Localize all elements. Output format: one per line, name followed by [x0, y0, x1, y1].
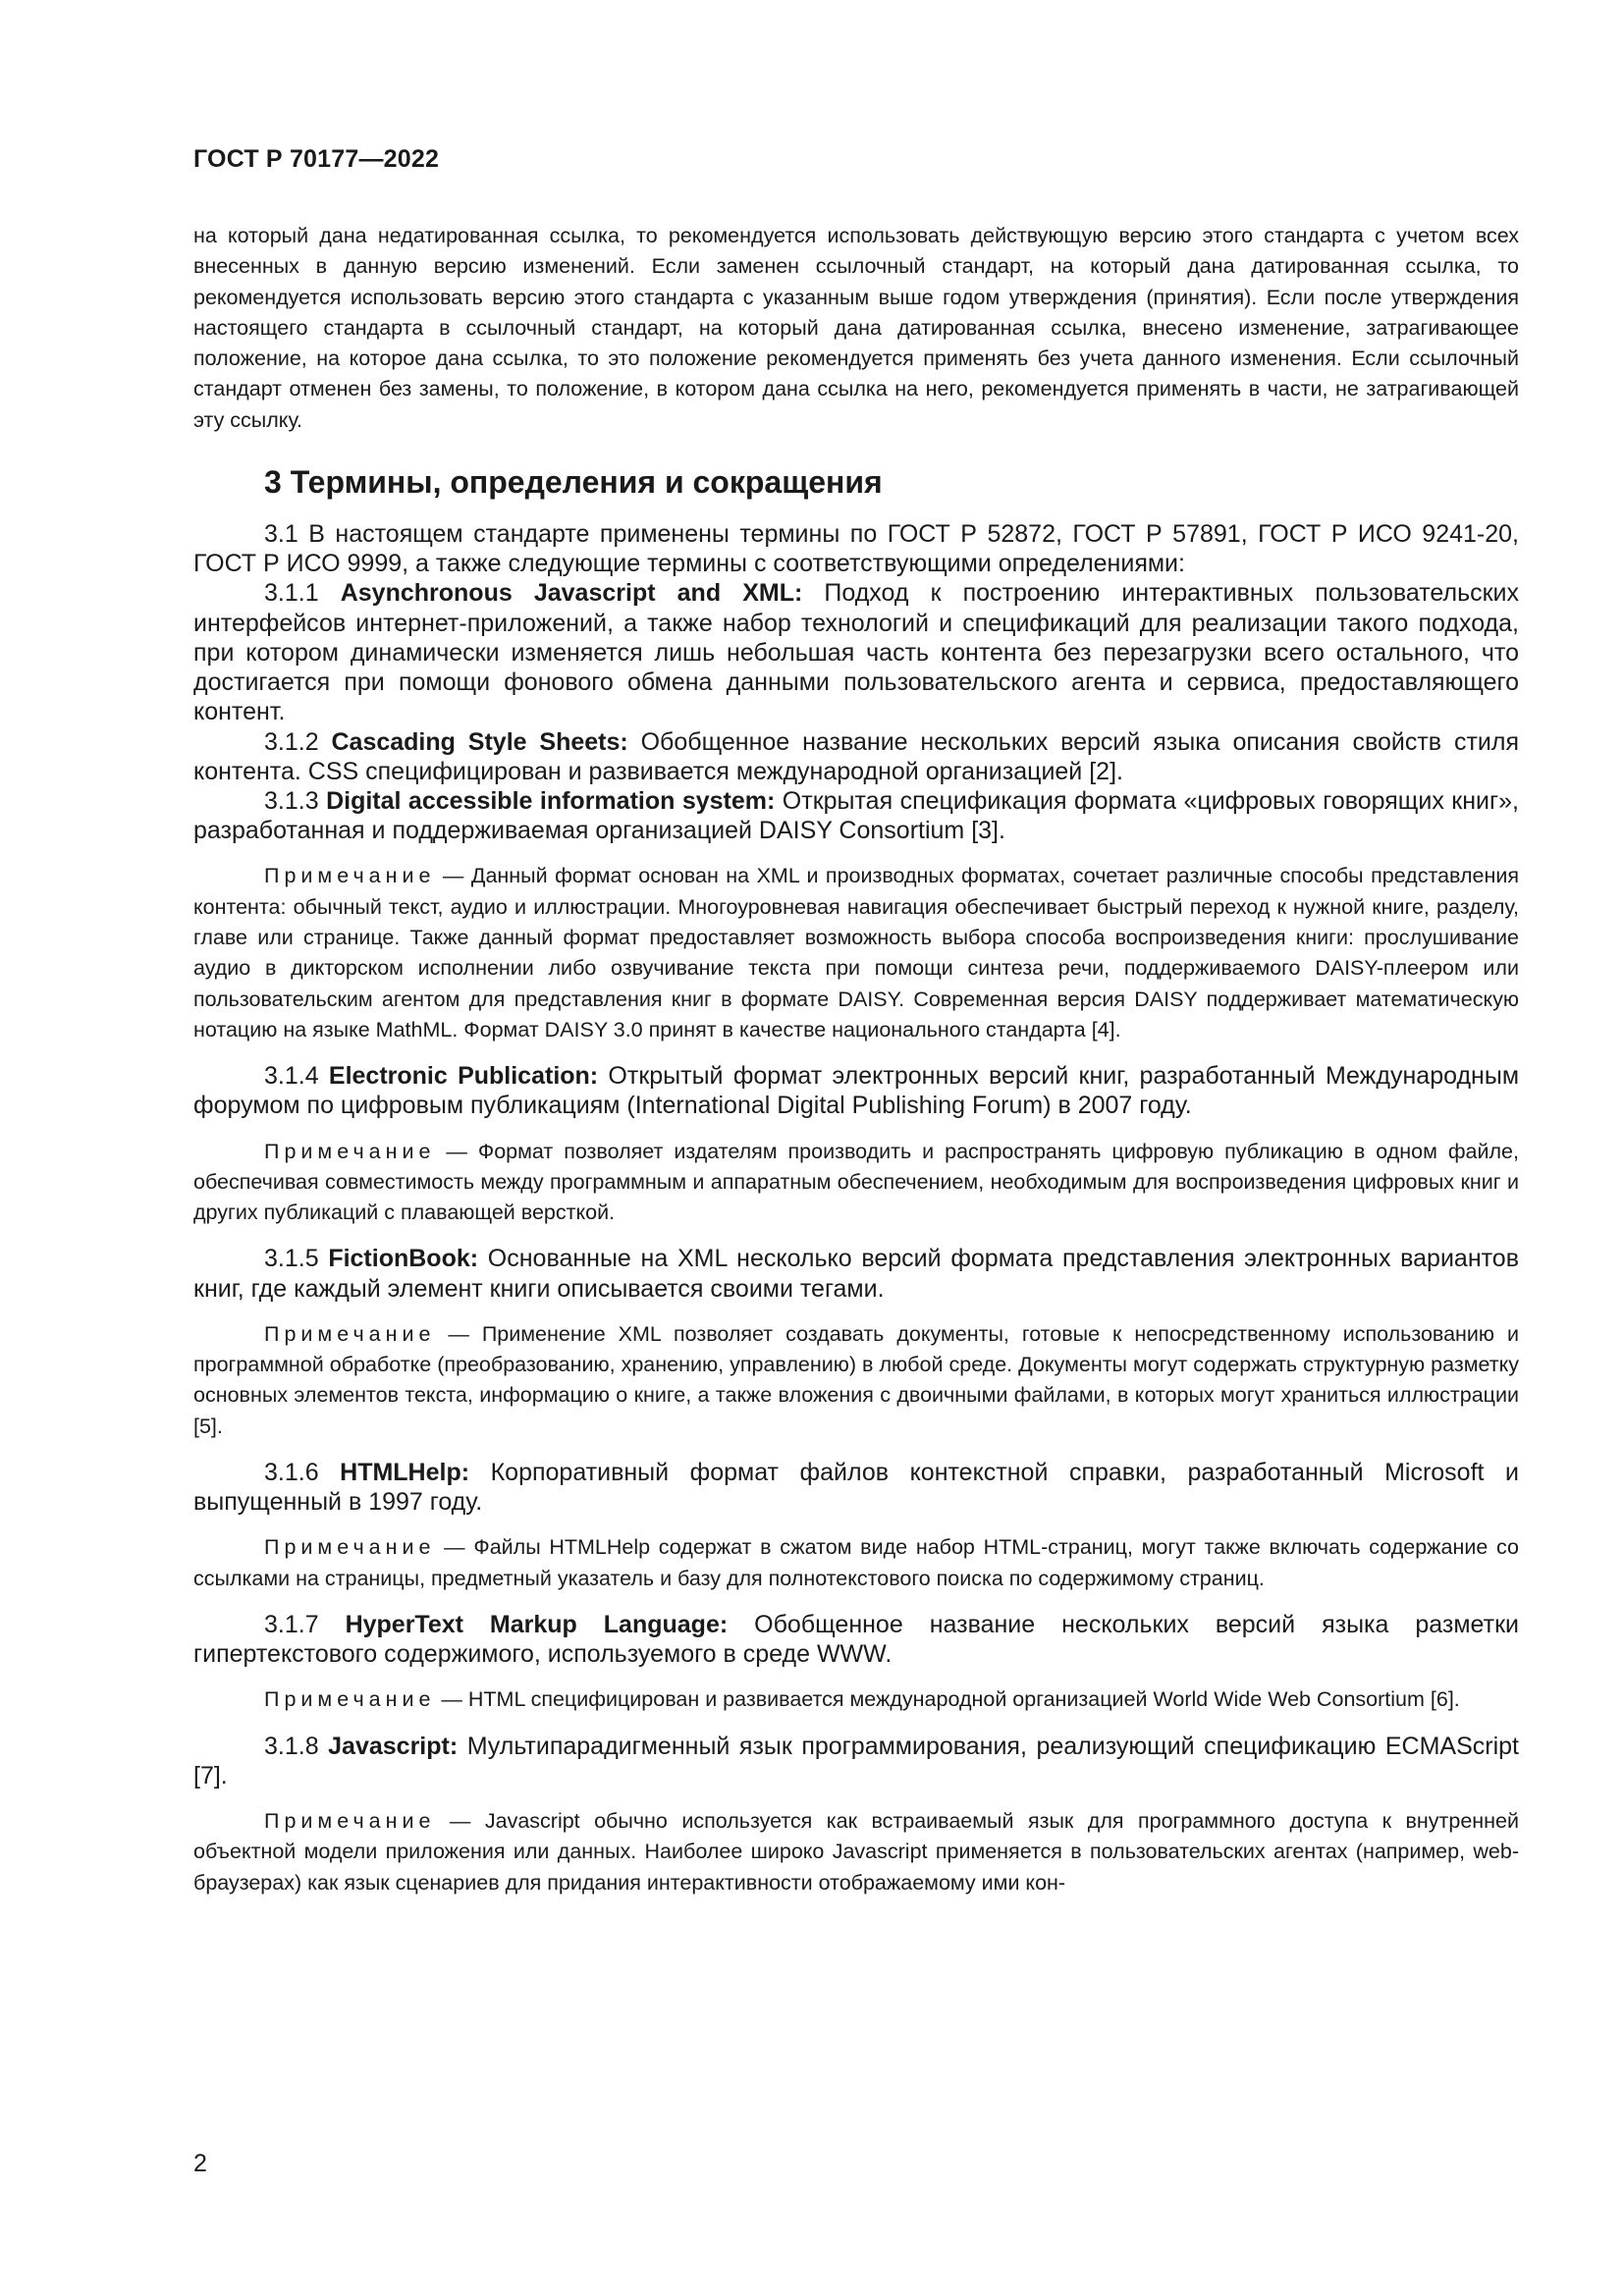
- paragraph-3-1: 3.1 В настоящем стандарте применены термины по ГОСТ Р 52872, ГОСТ Р 57891, ГОСТ Р ИСО 9241-20, ГОСТ Р ИСО 9999, а также следующие термины с соответствующими определениями:: [193, 520, 1519, 578]
- term-3-1-5: [193, 1244, 1519, 1303]
- term-name: Electronic Publication:: [328, 1062, 599, 1091]
- note-3-1-7: [193, 1684, 1519, 1715]
- page-number: 2: [193, 2150, 207, 2177]
- term-3-1-6: [193, 1458, 1519, 1517]
- term-name: Cascading Style Sheets:: [331, 727, 628, 756]
- note-text: — Данный формат основан на XML и производных форматах, сочетает различные способы представления контента: обычный текст, аудио и иллюстрации. Многоуровневая навигация обеспечивает быстрый переход к нужной книге, разделу, главе или странице. Также данный формат предоставляет возможность выбора способа воспроизведения книги: прослушивание аудио в дикторском исполнении либо озвучивание текста при помощи синтеза речи, поддерживаемого DAISY-плеером или пользовательским агентом для представления книг в формате DAISY. Современная версия DAISY поддерживает математическую нотацию на языке MathML. Формат DAISY 3.0 принят в качестве национального стандарта [4].: [193, 864, 1519, 1041]
- term-definition: Открытая спецификация формата «цифровых говорящих книг», разработанная и поддерживаемая организацией DAISY Consortium [3].: [193, 786, 1519, 845]
- term-3-1-1: [193, 578, 1519, 726]
- term-number: 3.1.3: [264, 786, 327, 815]
- term-3-1-4: [193, 1061, 1519, 1120]
- term-3-1-3: [193, 786, 1519, 845]
- note-label: Примечание: [264, 1535, 436, 1560]
- term-3-1-7: [193, 1610, 1519, 1669]
- term-name: Asynchronous Javascript and XML:: [340, 579, 803, 608]
- note-3-1-4: [193, 1137, 1519, 1229]
- note-text: — HTML специфицирован и развивается международной организацией World Wide Web Consortium [6].: [435, 1687, 1460, 1712]
- term-3-1-8: [193, 1732, 1519, 1790]
- term-definition: Основанные на XML несколько версий формата представления электронных вариантов книг, где каждый элемент книги описывается своими тегами.: [193, 1245, 1519, 1303]
- term-number: 3.1.5: [264, 1245, 329, 1273]
- term-3-1-2: [193, 727, 1519, 786]
- document-page: [193, 0, 1519, 2296]
- intro-paragraph: на который дана недатированная ссылка, то рекомендуется использовать действующую версию этого стандарта с учетом всех внесенных в данную версию изменений. Если заменен ссылочный стандарт, на который дана датированная ссылка, то рекомендуется использовать версию этого стандарта с указанным выше годом утверждения (принятия). Если после утверждения настоящего стандарта в ссылочный стандарт, на который дана датированная ссылка, внесено изменение, затрагивающее положение, на которое дана ссылка, то это положение рекомендуется применять без учета данного изменения. Если ссылочный стандарт отменен без замены, то положение, в котором дана ссылка на него, рекомендуется применять в части, не затрагивающей эту ссылку.: [193, 224, 1519, 432]
- term-name: HTMLHelp:: [340, 1458, 470, 1486]
- term-number: 3.1.4: [264, 1062, 329, 1091]
- term-number: 3.1.8: [264, 1732, 329, 1760]
- term-definition: Обобщенное название нескольких версий языка разметки гипертекстового содержимого, используемого в среде WWW.: [193, 1610, 1519, 1669]
- note-3-1-5: [193, 1319, 1519, 1442]
- term-definition: Открытый формат электронных версий книг, разработанный Международным форумом по цифровым публикациям (International Digital Publishing Forum) в 2007 году.: [193, 1062, 1519, 1120]
- term-name: FictionBook:: [328, 1245, 479, 1273]
- term-name: Javascript:: [328, 1732, 459, 1760]
- note-text: — Формат позволяет издателям производить и распространять цифровую публикацию в одном файле, обеспечивая совместимость между программным и аппаратным обеспечением, необходимым для воспроизведения цифровых книг и других публикаций с плавающей версткой.: [193, 1139, 1519, 1225]
- note-3-1-6: [193, 1532, 1519, 1594]
- note-label: Примечание: [264, 1809, 436, 1834]
- note-label: Примечание: [264, 864, 436, 888]
- term-number: 3.1.7: [264, 1610, 346, 1638]
- term-name: Digital accessible information system:: [326, 786, 776, 815]
- term-number: 3.1.1: [264, 579, 341, 608]
- term-name: HyperText Markup Language:: [345, 1610, 729, 1638]
- document-body: [193, 221, 1519, 1914]
- note-text: — Применение XML позволяет создавать документы, готовые к непосредственному использованию и программной обработке (преобразованию, хранению, управлению) в любой среде. Документы могут содержать структурную разметку основных элементов текста, информацию о книге, а также вложения с двоичными файлами, в которых могут храниться иллюстрации [5].: [193, 1321, 1519, 1438]
- note-label: Примечание: [264, 1139, 436, 1163]
- note-text: — Файлы HTMLHelp содержат в сжатом виде набор HTML-страниц, могут также включать содержание со ссылками на страницы, предметный указатель и базу для полнотекстового поиска по содержимому страниц.: [193, 1535, 1519, 1590]
- term-definition: Мультипарадигменный язык программирования, реализующий спецификацию ECMAScript [7].: [193, 1732, 1519, 1789]
- note-3-1-3: [193, 861, 1519, 1045]
- note-label: Примечание: [264, 1321, 436, 1346]
- term-definition: Подход к построению интерактивных пользовательских интерфейсов интернет-приложений, а также набор технологий и спецификаций для реализации такого подхода, при котором динамически изменяется лишь небольшая часть контента без перезагрузки всего остального, что достигается при помощи фонового обмена данными пользовательского агента и сервиса, предоставляющего контент.: [193, 579, 1519, 726]
- term-number: 3.1.6: [264, 1458, 341, 1486]
- term-definition: Обобщенное название нескольких версий языка описания свойств стиля контента. CSS специфицирован и развивается международной организацией [2].: [193, 727, 1519, 785]
- term-definition: Корпоративный формат файлов контекстной справки, разработанный Microsoft и выпущенный в 1997 году.: [193, 1458, 1519, 1517]
- note-text: — Javascript обычно используется как встраиваемый язык для программного доступа к внутренней объектной модели приложения или данных. Наиболее широко Javascript применяется в пользовательских агентах (например, web-браузерах) как язык сценариев для придания интерактивности отображаемому ими кон-: [193, 1809, 1519, 1895]
- section-title: 3 Термины, определения и сокращения: [264, 464, 883, 501]
- note-label: Примечание: [264, 1687, 436, 1712]
- term-number: 3.1.2: [264, 727, 332, 756]
- document-header: ГОСТ Р 70177—2022: [193, 145, 440, 173]
- note-3-1-8: [193, 1806, 1519, 1898]
